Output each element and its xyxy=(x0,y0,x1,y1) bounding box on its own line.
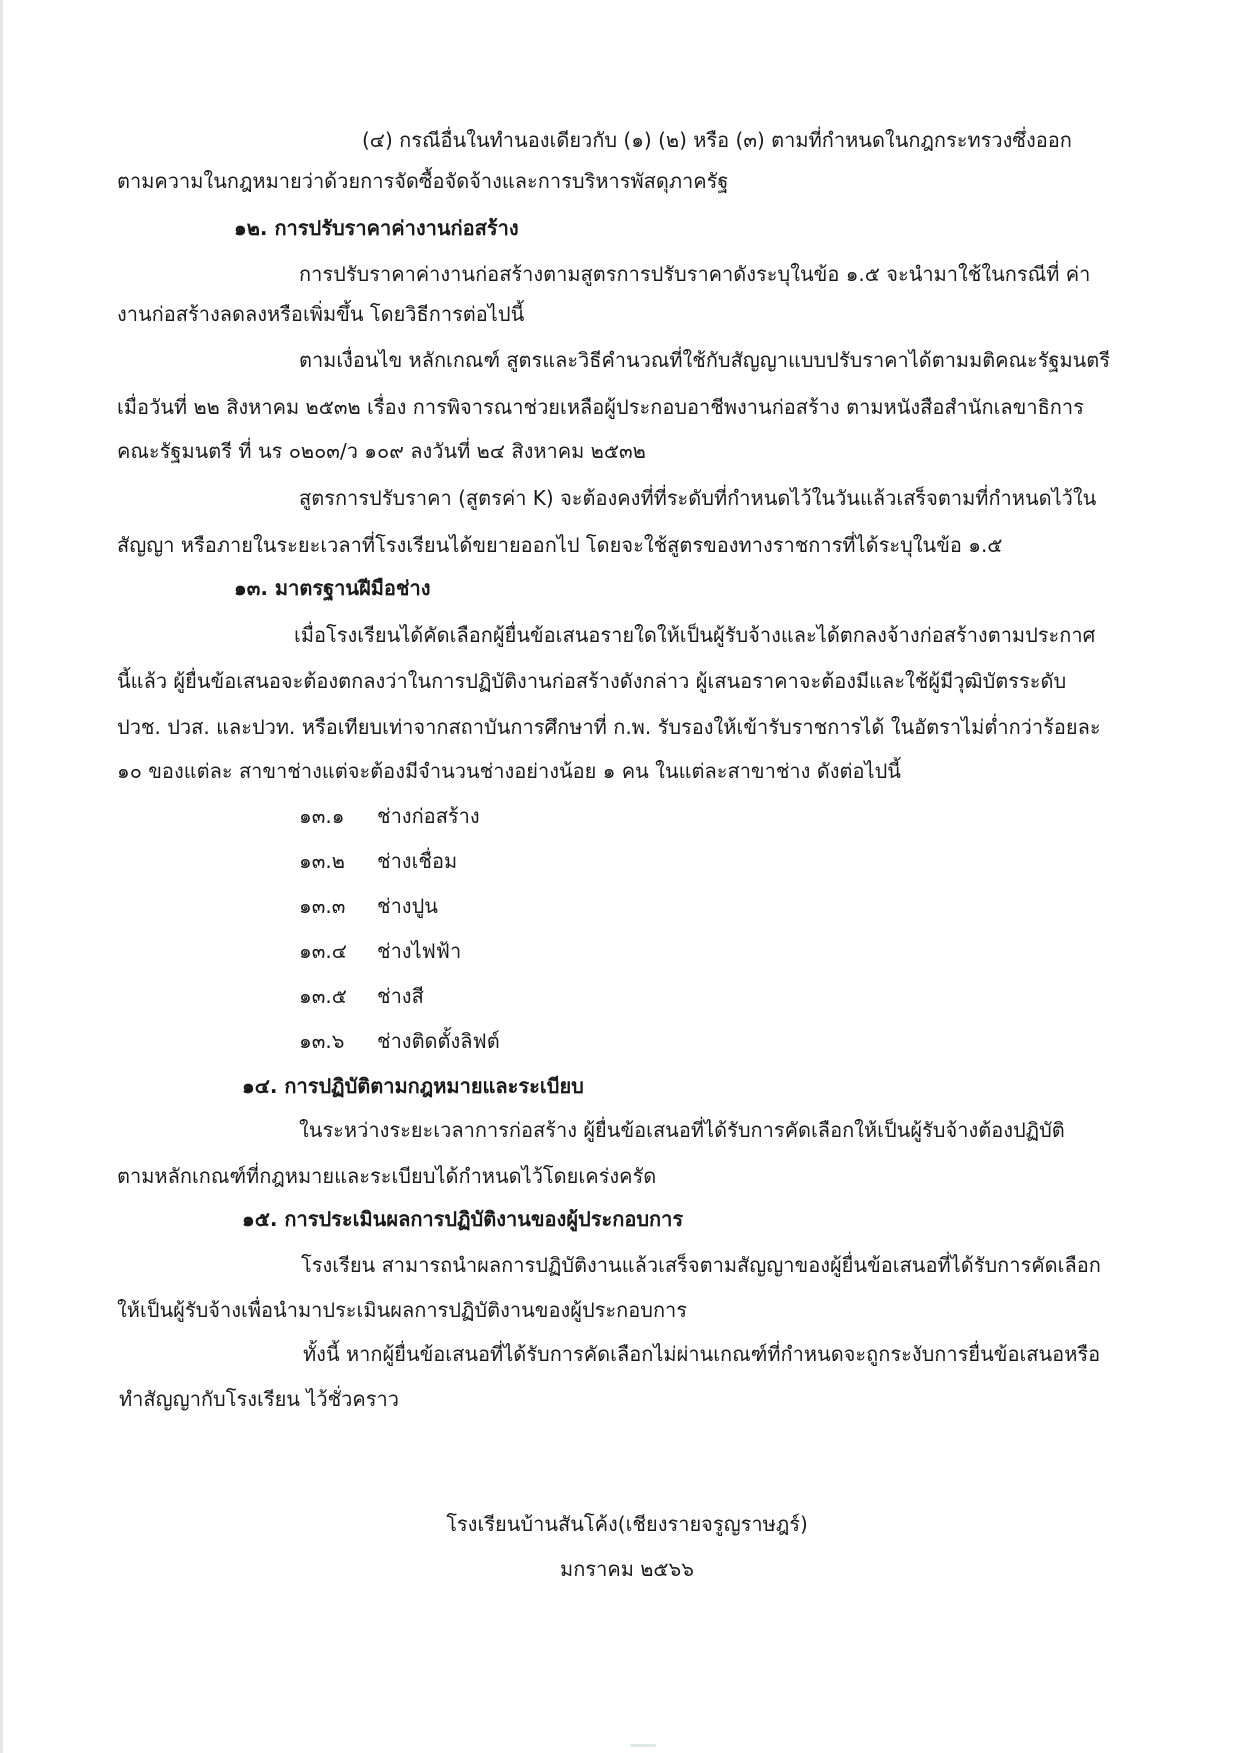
sec15-p2-line2: ทำสัญญากับโรงเรียน ไว้ชั่วคราว xyxy=(119,1387,399,1411)
list-item-number: ๑๓.๕ xyxy=(299,984,347,1008)
list-item-label: ช่างติดตั้งลิฟต์ xyxy=(377,1029,500,1053)
sec12-p2-line1: ตามเงื่อนไข หลักเกณฑ์ สูตรและวิธีคำนวณที่ใช้กับสัญญาแบบปรับราคาได้ตามมติคณะรัฐมนตรี xyxy=(299,348,1110,372)
section-14-heading: ๑๔. การปฏิบัติตามกฎหมายและระเบียบ xyxy=(242,1074,584,1098)
sec13-p1-line3: ปวช. ปวส. และปวท. หรือเทียบเท่าจากสถาบันการศึกษาที่ ก.พ. รับรองให้เข้ารับราชการได้ ในอัตราไม่ต่ำกว่าร้อยละ xyxy=(117,715,1101,739)
sec12-p3-line1: สูตรการปรับราคา (สูตรค่า K) จะต้องคงที่ที่ระดับที่กำหนดไว้ในวันแล้วเสร็จตามที่กำหนดไว้ใน xyxy=(299,486,1097,510)
section-13-heading: ๑๓. มาตรฐานฝีมือช่าง xyxy=(234,576,431,600)
sec15-p1-line1: โรงเรียน สามารถนำผลการปฏิบัติงานแล้วเสร็จตามสัญญาของผู้ยื่นข้อเสนอที่ได้รับการคัดเลือก xyxy=(301,1253,1101,1277)
signature-date: มกราคม ๒๕๖๖ xyxy=(560,1557,694,1581)
list-item-label: ช่างก่อสร้าง xyxy=(377,804,480,828)
sec14-p1-line2: ตามหลักเกณฑ์ที่กฎหมายและระเบียบได้กำหนดไว้โดยเคร่งครัด xyxy=(117,1164,657,1188)
section-12-heading: ๑๒. การปรับราคาค่างานก่อสร้าง xyxy=(234,216,519,240)
section-15-heading: ๑๕. การประเมินผลการปฏิบัติงานของผู้ประกอบการ xyxy=(242,1207,684,1231)
sec15-p1-line2: ให้เป็นผู้รับจ้างเพื่อนำมาประเมินผลการปฏิบัติงานของผู้ประกอบการ xyxy=(117,1298,688,1322)
signature-school-name: โรงเรียนบ้านสันโค้ง(เชียงรายจรูญราษฎร์) xyxy=(446,1512,808,1536)
clause4-line2: ตามความในกฎหมายว่าด้วยการจัดซื้อจัดจ้างและการบริหารพัสดุภาครัฐ xyxy=(117,169,729,193)
list-item-number: ๑๓.๔ xyxy=(299,939,347,963)
list-item-number: ๑๓.๑ xyxy=(299,804,345,828)
clause4-line1: (๔) กรณีอื่นในทำนองเดียวกับ (๑) (๒) หรือ (๓) ตามที่กำหนดในกฎกระทรวงซึ่งออก xyxy=(362,128,1072,152)
sec12-p2-line2: เมื่อวันที่ ๒๒ สิงหาคม ๒๕๓๒ เรื่อง การพิจารณาช่วยเหลือผู้ประกอบอาชีพงานก่อสร้าง ตามหนังสือสำนักเลขาธิการ xyxy=(117,395,1084,419)
sec13-p1-line1: เมื่อโรงเรียนได้คัดเลือกผู้ยื่นข้อเสนอรายใดให้เป็นผู้รับจ้างและได้ตกลงจ้างก่อสร้างตามประกาศ xyxy=(294,623,1096,647)
scan-artifact xyxy=(630,1744,656,1747)
sec12-p1-line2: งานก่อสร้างลดลงหรือเพิ่มขึ้น โดยวิธีการต่อไปนี้ xyxy=(117,302,525,326)
list-item-label: ช่างเชื่อม xyxy=(377,849,458,873)
sec12-p3-line2: สัญญา หรือภายในระยะเวลาที่โรงเรียนได้ขยายออกไป โดยจะใช้สูตรของทางราชการที่ได้ระบุในข้อ ๑.๕ xyxy=(117,533,1003,557)
list-item-label: ช่างสี xyxy=(377,984,424,1008)
scan-edge xyxy=(0,0,3,1753)
sec15-p2-line1: ทั้งนี้ หากผู้ยื่นข้อเสนอที่ได้รับการคัดเลือกไม่ผ่านเกณฑ์ที่กำหนดจะถูกระงับการยื่นข้อเสนอหรือ xyxy=(303,1342,1101,1366)
list-item-number: ๑๓.๒ xyxy=(299,849,345,873)
sec14-p1-line1: ในระหว่างระยะเวลาการก่อสร้าง ผู้ยื่นข้อเสนอที่ได้รับการคัดเลือกให้เป็นผู้รับจ้างต้องปฏิบัติ xyxy=(299,1118,1065,1142)
list-item-number: ๑๓.๓ xyxy=(299,894,346,918)
sec13-p1-line2: นี้แล้ว ผู้ยื่นข้อเสนอจะต้องตกลงว่าในการปฏิบัติงานก่อสร้างดังกล่าว ผู้เสนอราคาจะต้องมีและใช้ผู้มีวุฒิบัตรระดับ xyxy=(117,669,1067,693)
list-item-number: ๑๓.๖ xyxy=(299,1029,345,1053)
list-item-label: ช่างปูน xyxy=(377,894,438,918)
sec12-p2-line3: คณะรัฐมนตรี ที่ นร ๐๒๐๓/ว ๑๐๙ ลงวันที่ ๒๔ สิงหาคม ๒๕๓๒ xyxy=(117,439,646,463)
sec12-p1-line1: การปรับราคาค่างานก่อสร้างตามสูตรการปรับราคาดังระบุในข้อ ๑.๕ จะนำมาใช้ในกรณีที่ ค่า xyxy=(299,262,1091,286)
sec13-p1-line4: ๑๐ ของแต่ละ สาขาช่างแต่จะต้องมีจำนวนช่างอย่างน้อย ๑ คน ในแต่ละสาขาช่าง ดังต่อไปนี้ xyxy=(117,759,901,783)
list-item-label: ช่างไฟฟ้า xyxy=(377,939,462,963)
